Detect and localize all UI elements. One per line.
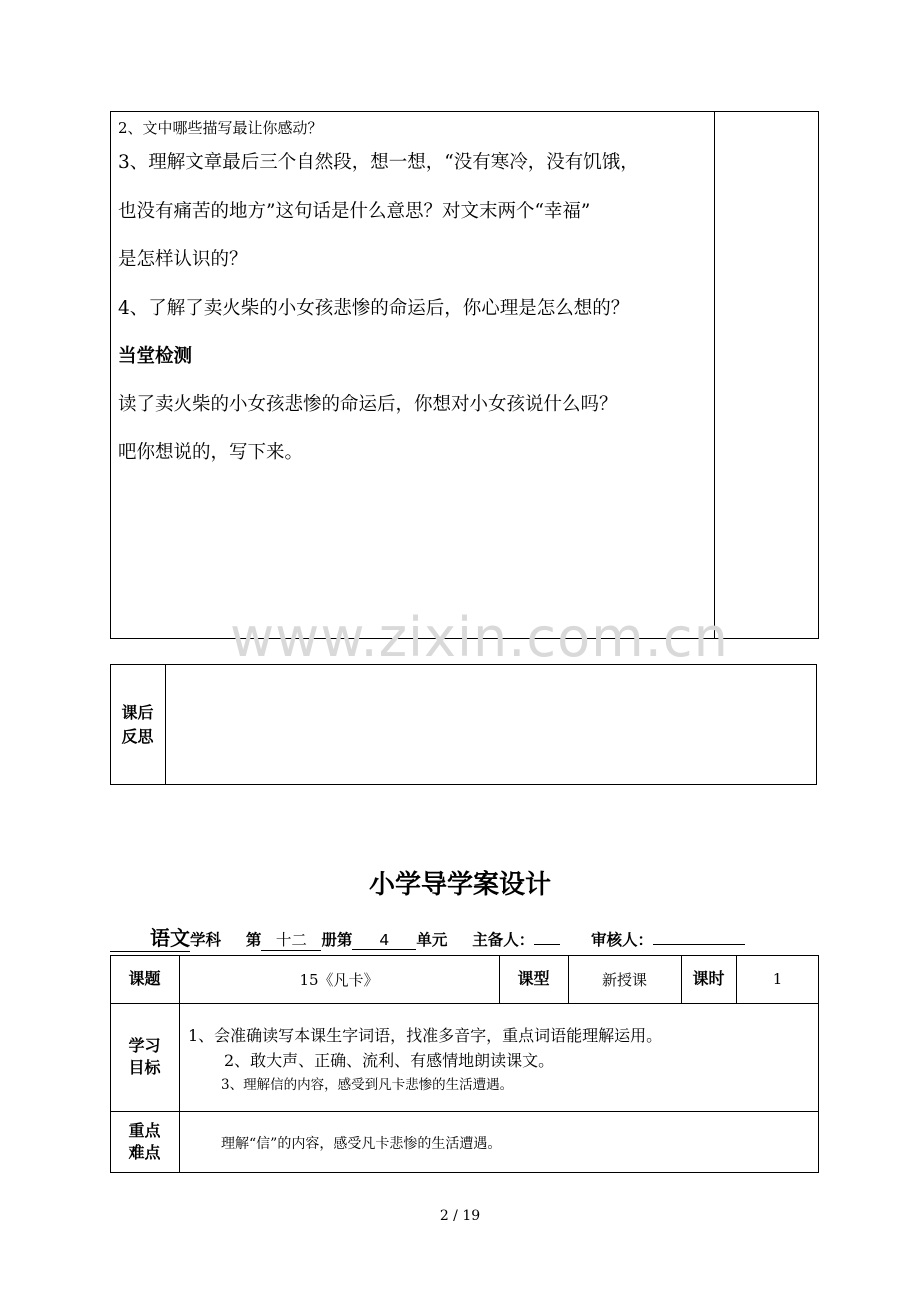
reviewer-label: 审核人： [591,931,654,949]
watermark: www.zixin.com.cn [230,606,729,669]
preparer-blank [534,944,560,945]
topic-value: 15《凡卡》 [299,970,379,989]
preparer-label: 主备人： [472,931,535,949]
goal-1: 1、会准确读写本课生字词语，找准多音字，重点词语能理解运用。 [188,1026,663,1045]
period-label: 课时 [692,969,725,988]
type-value: 新授课 [601,970,647,989]
goals-label [110,1003,179,1111]
question-3-line-1: 3、理解文章最后三个自然段，想一想，“没有寒冷，没有饥饿， [118,152,639,173]
unit-value: 4 [352,931,416,950]
reflection-label-line-1: 课后 [121,702,154,722]
lesson-row-line-1 [110,1003,819,1004]
unit-suffix: 单元 [416,931,448,949]
reflection-divider [165,664,166,785]
quiz-line-2: 吧你想说的，写下来。 [118,442,304,463]
top-table [110,111,819,639]
book-suffix: 册第 [321,931,353,949]
period-value: 1 [772,970,783,988]
subject-value: 语文 [110,922,190,952]
book-prefix: 第 [245,931,262,949]
page-title: 小学导学案设计 [368,870,551,900]
book-value: 十二 [261,928,321,951]
section-heading-quiz: 当堂检测 [118,346,193,367]
key-label-line-2: 难点 [128,1143,161,1162]
type-label: 课型 [517,969,550,988]
goal-2: 2、敢大声、正确、流利、有感情地朗读课文。 [224,1051,555,1070]
key-value: 理解“信”的内容，感受凡卡悲惨的生活遭遇。 [221,1136,502,1152]
goal-3: 3、理解信的内容，感受到凡卡悲惨的生活遭遇。 [221,1077,514,1093]
reflection-label-line-2: 反思 [121,726,154,746]
goals-label-line-1: 学习 [128,1036,161,1055]
page-number: 2 / 19 [439,1208,481,1224]
topic-label: 课题 [128,969,161,988]
question-3-line-3: 是怎样认识的？ [118,249,248,270]
question-2: 2、文中哪些描写最让你感动？ [118,119,323,137]
lesson-row-line-2 [110,1111,819,1112]
question-4: 4、了解了卖火柴的小女孩悲惨的命运后，你心理是怎么想的？ [118,298,630,319]
key-label [110,1111,179,1173]
top-table-divider [714,111,715,639]
key-label-line-1: 重点 [128,1121,161,1140]
meta-line [110,922,745,952]
reflection-table [110,664,817,785]
reflection-label [110,664,165,785]
goals-label-line-2: 目标 [128,1058,161,1077]
question-3-line-2: 也没有痛苦的地方”这句话是什么意思？对文末两个“幸福” [118,201,591,222]
reviewer-blank [653,944,745,945]
quiz-line-1: 读了卖火柴的小女孩悲惨的命运后，你想对小女孩说什么吗？ [118,394,618,415]
subject-label: 学科 [190,931,222,949]
